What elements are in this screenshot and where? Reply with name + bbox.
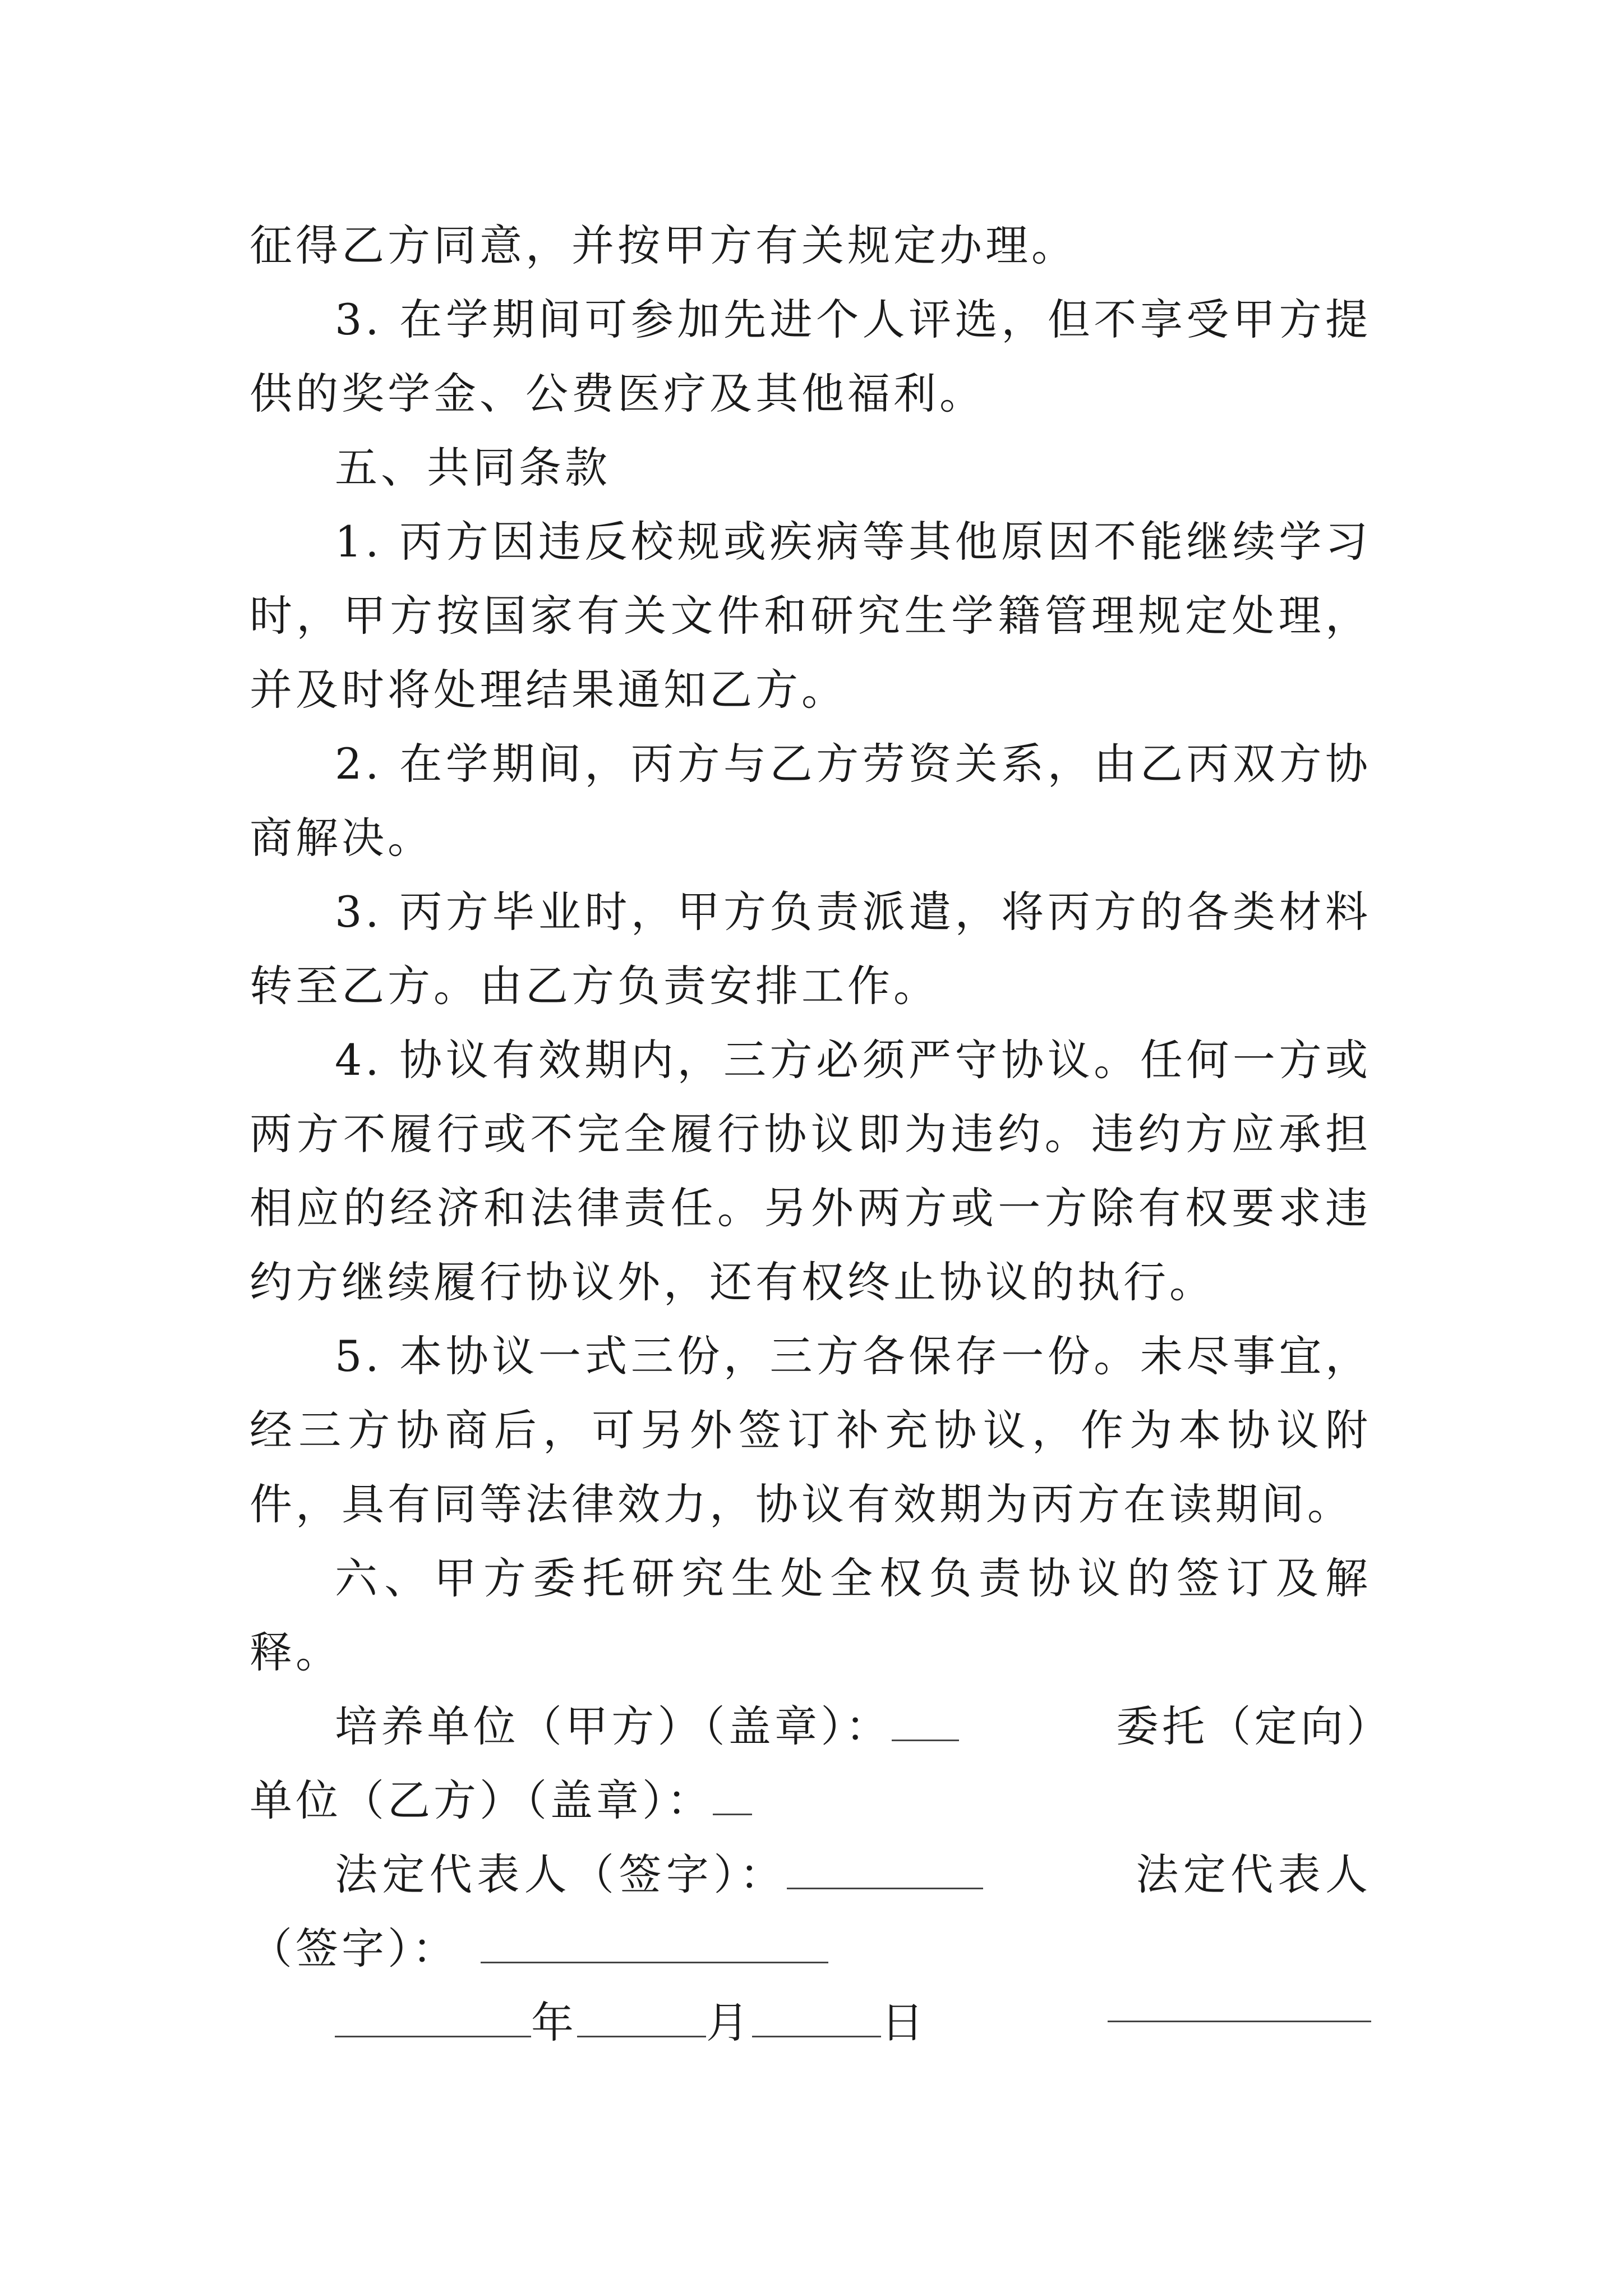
year-label: 年 <box>531 1998 577 2047</box>
paragraph-clause-4-3: 3. 在学期间可参加先进个人评选，但不享受甲方提供的奖学金、公费医疗及其他福利。 <box>250 295 1371 418</box>
day-blank <box>752 2001 881 2037</box>
month-blank <box>577 2001 706 2037</box>
seal-label-party-b-part1: 委托（定向）单 <box>250 1701 1372 1825</box>
seal-label-party-b-part2: 位（乙方）（盖章）： <box>296 1775 713 1825</box>
paragraph-clause-5-5: 5. 本协议一式三份，三方各保存一份。未尽事宜，经三方协商后，可另外签订补充协议，作为本协议附件，具有同等法律效力，协议有效期为丙方在读期间。 <box>250 1331 1371 1529</box>
month-label: 月 <box>706 1998 752 2047</box>
section-heading-common-terms: 五、共同条款 <box>335 443 611 493</box>
year-blank <box>335 2001 531 2037</box>
date-line <box>250 1986 1371 2060</box>
paragraph-continuation: 征得乙方同意，并按甲方有关规定办理。 <box>250 220 1077 270</box>
paragraph-clause-5-4: 4. 协议有效期内，三方必须严守协议。任何一方或两方不履行或不完全履行协议即为违约。违约方应承担相应的经济和法律责任。另外两方或一方除有权要求违约方继续履行协议外，还有权终止协议的执行。 <box>250 1035 1371 1307</box>
signature-representative-line <box>250 1838 1371 1986</box>
document-body <box>250 209 1371 2060</box>
rep-label-party-b-part2: 字）： <box>342 1924 458 1973</box>
signature-seal-line <box>250 1690 1371 1838</box>
rep-blank-party-b <box>481 1927 828 1963</box>
seal-blank-party-b <box>713 1779 752 1815</box>
section-heading-delegation: 六、甲方委托研究生处全权负责协议的签订及解释。 <box>250 1553 1371 1677</box>
paragraph-clause-5-1: 1. 丙方因违反校规或疾病等其他原因不能继续学习时，甲方按国家有关文件和研究生学籍管理规定处理，并及时将处理结果通知乙方。 <box>250 517 1371 715</box>
day-label: 日 <box>881 1998 927 2047</box>
date-blank-party-b <box>1108 1986 1371 2022</box>
seal-blank-party-a <box>892 1705 959 1741</box>
rep-label-party-b-part1: 法定代表人（签 <box>250 1849 1371 1973</box>
rep-blank-party-a <box>787 1853 983 1889</box>
paragraph-clause-5-3: 3. 丙方毕业时，甲方负责派遣，将丙方的各类材料转至乙方。由乙方负责安排工作。 <box>250 887 1371 1011</box>
seal-label-party-a: 培养单位（甲方）（盖章）： <box>335 1701 892 1751</box>
paragraph-clause-5-2: 2. 在学期间，丙方与乙方劳资关系，由乙丙双方协商解决。 <box>250 739 1371 863</box>
rep-label-party-a: 法定代表人（签字）： <box>335 1849 787 1899</box>
